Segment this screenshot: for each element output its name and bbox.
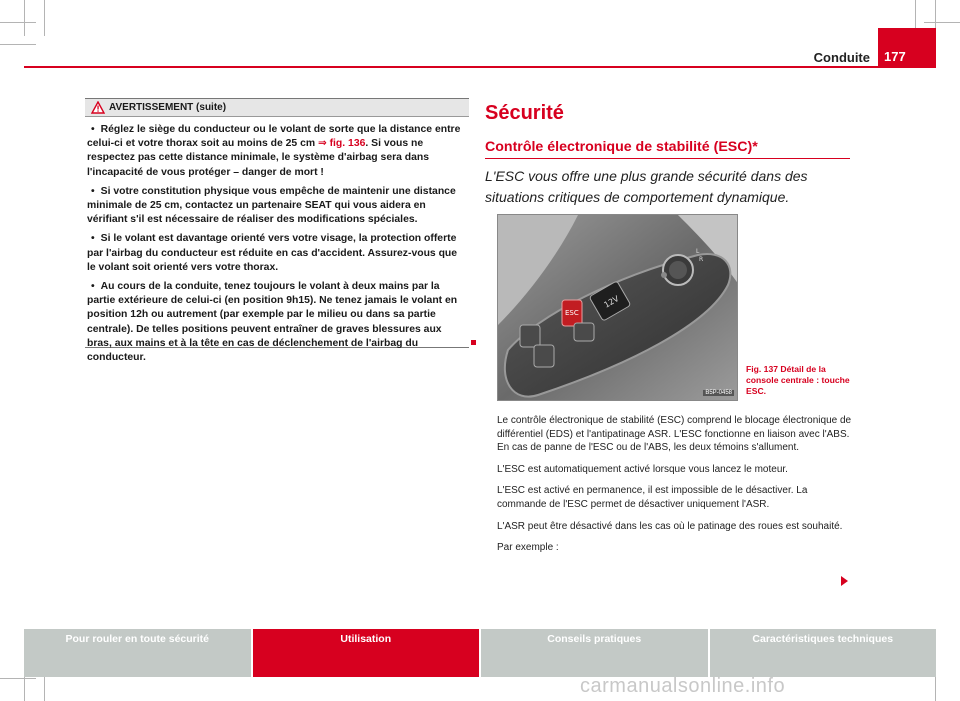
warning-header bbox=[85, 99, 469, 117]
console-illustration bbox=[498, 215, 738, 401]
svg-text:L: L bbox=[696, 248, 700, 255]
body-text bbox=[497, 414, 853, 563]
console-figure bbox=[497, 214, 738, 401]
warning-body bbox=[85, 117, 469, 365]
crop-mark bbox=[44, 0, 45, 36]
body-paragraph: Le contrôle électronique de stabilité (ESC) comprend le blocage électronique de différentiel (EDS) et l'antipatinage ASR. L'ESC fonctionne en liaison avec l'ABS. En cas de panne de l'ESC ou de l'ABS, les deux témoins s'allument. bbox=[497, 415, 852, 454]
tab-practical-tips[interactable]: Conseils pratiques bbox=[481, 629, 708, 677]
body-paragraph: Par exemple : bbox=[497, 542, 559, 554]
warning-bullet: • Si le volant est davantage orienté vers votre visage, la protection offerte par l'airbag du conducteur est réduite en cas d'accident. Assurez-vous que le volant soit orienté vers votre thorax. bbox=[87, 233, 458, 273]
tab-utilisation[interactable]: Utilisation bbox=[253, 629, 480, 677]
warning-bullet: • Si votre constitution physique vous empêche de maintenir une distance minimale de 25 cm, contactez un partenaire SEAT qui vous aidera en vérifiant s'il est nécessaire de réaliser des modifications spéciales. bbox=[87, 185, 456, 226]
svg-text:R: R bbox=[699, 256, 704, 263]
crop-mark bbox=[24, 0, 25, 36]
warning-triangle-icon bbox=[91, 101, 105, 114]
watermark: carmanualsonline.info bbox=[580, 675, 786, 697]
svg-text:ESC: ESC bbox=[565, 309, 579, 317]
crop-mark bbox=[0, 22, 36, 23]
figure-caption: Fig. 137 Détail de la console centrale : touche ESC. bbox=[746, 364, 850, 396]
figure-reference-link[interactable]: ⇒ fig. 136 bbox=[317, 138, 366, 150]
warning-box bbox=[85, 98, 469, 364]
page-number: 177 bbox=[878, 28, 936, 68]
crop-mark bbox=[0, 44, 36, 45]
crop-mark bbox=[924, 22, 960, 23]
header-section-title: Conduite bbox=[813, 50, 870, 65]
svg-text:12V: 12V bbox=[602, 294, 621, 310]
body-paragraph: L'ESC est automatiquement activé lorsque vous lancez le moteur. bbox=[497, 463, 788, 475]
body-paragraph: L'ASR peut être désactivé dans les cas où le patinage des roues est souhaité. bbox=[497, 520, 843, 532]
tab-safety[interactable]: Pour rouler en toute sécurité bbox=[24, 629, 251, 677]
footer-tabs bbox=[24, 629, 936, 677]
warning-bullet: • Au cours de la conduite, tenez toujours le volant à deux mains par la partie extérieure de celui-ci (en position 9h15). Ne tenez jamais le volant en position 12h ou autrement (par exemple par le milieu ou dans sa partie centrale). De telles positions peuvent entraîner de graves blessures aux bras, aux mains et à la tête en cas de déclenchement de l'airbag du conducteur. bbox=[87, 281, 458, 364]
header-rule bbox=[24, 66, 936, 68]
intro-text: L'ESC vous offre une plus grande sécurité dans des situations critiques de comportement dynamique. bbox=[485, 168, 808, 205]
subsection-rule bbox=[485, 158, 850, 159]
figure-code: B5P-0458 bbox=[705, 390, 732, 396]
continue-arrow-icon bbox=[841, 576, 848, 586]
section-end-mark bbox=[471, 340, 476, 345]
crop-mark bbox=[0, 678, 36, 679]
warning-title: AVERTISSEMENT (suite) bbox=[109, 102, 227, 113]
section-title: Sécurité bbox=[485, 102, 564, 124]
warning-bullet: • Réglez le siège du conducteur ou le volant de sorte que la distance entre celui-ci et votre thorax soit au moins de 25 cm ⇒ fig. 136. Si vous ne respectez pas cette distance minimale, le système d'airbag sera dans l'incapacité de vous protéger – danger de mort ! bbox=[87, 124, 461, 178]
subsection-title: Contrôle électronique de stabilité (ESC)* bbox=[485, 139, 758, 155]
tab-technical-specs[interactable]: Caractéristiques techniques bbox=[710, 629, 937, 677]
body-paragraph: L'ESC est activé en permanence, il est impossible de le désactiver. La commande de l'ESC permet de désactiver uniquement l'ASR. bbox=[497, 485, 808, 510]
